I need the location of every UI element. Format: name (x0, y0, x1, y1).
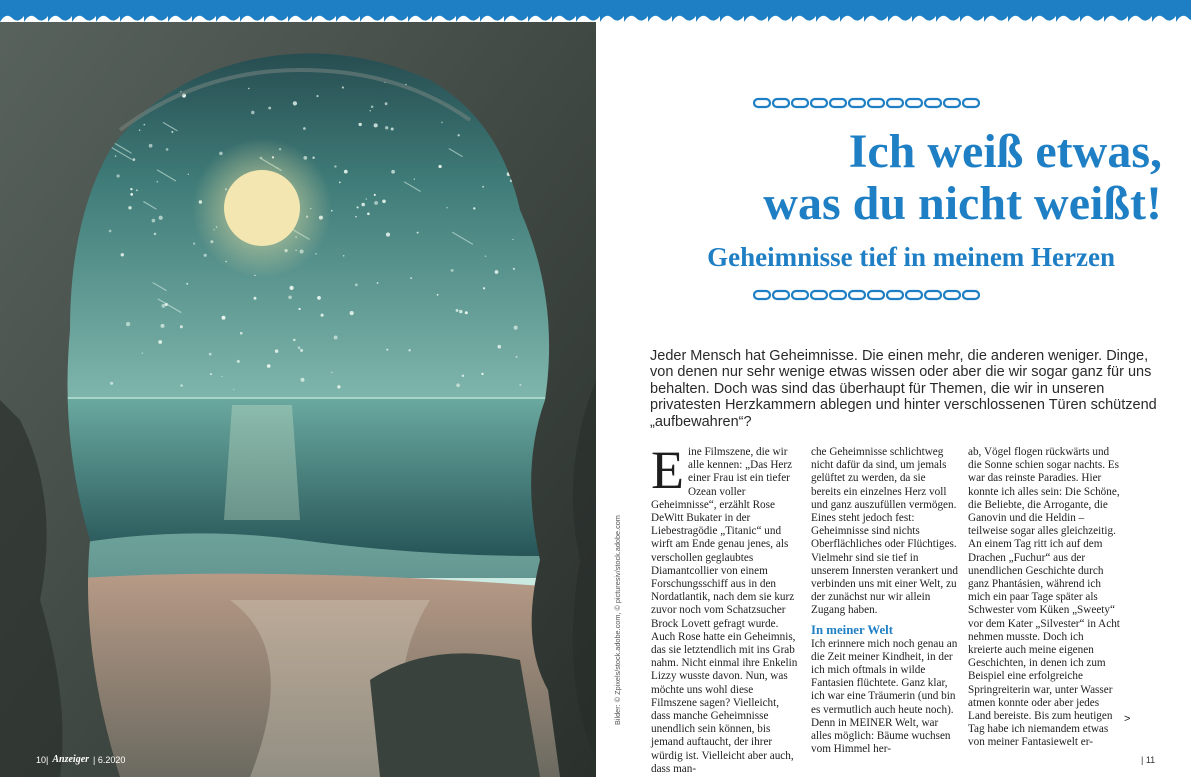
article-column-1 (651, 440, 799, 776)
issue-label: | 6.2020 (93, 754, 126, 765)
star (414, 179, 415, 180)
star (315, 253, 317, 255)
star (288, 295, 292, 299)
star (136, 189, 138, 191)
chain-link (906, 99, 922, 107)
star (293, 339, 296, 342)
star (115, 155, 117, 157)
star (339, 182, 341, 184)
star (456, 383, 460, 387)
chain-link (830, 99, 846, 107)
star (275, 349, 279, 353)
star (385, 126, 388, 129)
chain-link (754, 99, 770, 107)
moon-reflection (224, 405, 300, 520)
star (495, 270, 499, 274)
top-wave-border (0, 0, 1191, 30)
star (359, 123, 362, 126)
star (382, 200, 386, 204)
star (458, 134, 460, 136)
star (233, 389, 234, 390)
star (204, 254, 207, 257)
folio-left (36, 754, 125, 765)
star (193, 243, 195, 245)
column-3-text: ab, Vögel flogen rückwärts und die Sonne schien sogar nachts. Es war das reinste Paradies. Hier konnte ich alles sein: Die Schöne, die Beliebte, die Arrogante, die Ganovin und die Heldin – teilweise sogar alles gleichzeitig. An einem Tag ritt ich auf dem Drachen „Fuchur“ aus der unendlichen Geschichte durch ganz Phantásien, während ich mich ein paar Tage später als Schwester vom Küken „Sweety“ vor dem Kater „Silvester“ in Acht nehmen musste. Doch ich kreierte auch meine eigenen Geschichten, in denen ich zum Beispiel eine erfolgreiche Springreiterin war, unter Wasser atmen konnte oder aber jedes Land bereiste. Bis zum heutigen Tag habe ich niemandem etwas von meiner Fantasiewelt er- (968, 446, 1120, 749)
star (254, 297, 257, 300)
star (154, 233, 157, 236)
star (180, 384, 183, 387)
star (344, 170, 348, 174)
star (374, 194, 376, 196)
star (316, 95, 318, 97)
star (188, 174, 189, 175)
star (268, 107, 271, 110)
chain-link (887, 291, 903, 299)
star (293, 101, 297, 105)
headline (620, 126, 1162, 230)
star (513, 268, 515, 270)
subtitle: Geheimnisse tief in meinem Herzen (707, 242, 1115, 272)
star (355, 216, 356, 217)
star (482, 186, 484, 188)
star (369, 110, 370, 111)
star (367, 212, 370, 215)
star (171, 131, 173, 133)
chain-link (792, 99, 808, 107)
star (149, 144, 153, 148)
star (374, 123, 378, 127)
star (391, 170, 395, 174)
star (456, 309, 459, 312)
star (462, 374, 465, 377)
star (267, 364, 271, 368)
star (410, 277, 412, 279)
star (481, 373, 483, 375)
chain-link (830, 291, 846, 299)
star (371, 106, 374, 109)
star (350, 311, 354, 315)
column-1-text: ine Filmszene, die wir alle kennen: „Das Herz einer Frau ist ein tiefer Ozean voller Geheimnisse“, erzählt Rose DeWitt Bukater in der Liebestragödie „Titanic“ und wirft am Ende genau jenes, als verschollen geglaubtes Diamantcollier von einem Forschungsschiff aus in den Nordatlantik, nach dem sie kurz zuvor noch vom Schatzsucher Brock Lovett gefragt wurde. Auch Rose hatte ein Geheimnis, das sie letztendlich mit ins Grab nahm. Nicht einmal ihre Enkelin Lizzy wusste davon. Nun, was möchte uns wohl diese Filmszene sagen? Vielleicht, dass manche Geheimnisse unendlich sein können, bis jemand auftaucht, der ihrer würdig ist. Vielleicht aber auch, dass man- (651, 446, 798, 775)
star (331, 372, 332, 373)
star (300, 349, 303, 352)
image-credit-text: Bilder: © Zpixels/stock.adobe.com, © picturesiv/stock.adobe.com (613, 515, 622, 725)
chain-link (849, 291, 865, 299)
chain-link (925, 291, 941, 299)
star (109, 230, 112, 233)
star (377, 282, 379, 284)
chain-link (906, 291, 922, 299)
star (139, 129, 141, 131)
star (485, 255, 486, 256)
star (289, 286, 293, 290)
star (334, 336, 338, 340)
article-column-2 (811, 446, 958, 756)
star (483, 287, 485, 289)
chain-link (773, 291, 789, 299)
chain-link (944, 99, 960, 107)
star (222, 316, 226, 320)
star (441, 122, 443, 124)
article-column-3 (968, 446, 1120, 750)
star (512, 239, 513, 240)
star (237, 360, 240, 363)
star (186, 283, 188, 285)
moon (224, 170, 300, 246)
foreground-rock (370, 653, 540, 777)
star (143, 124, 145, 126)
continue-arrow: > (1124, 713, 1131, 725)
star (298, 346, 301, 349)
headline-line-2: was du nicht weißt! (763, 177, 1162, 230)
star (366, 198, 367, 199)
drop-cap: E (651, 440, 684, 500)
star (240, 332, 243, 335)
star (251, 111, 254, 114)
star (374, 201, 378, 205)
star (128, 206, 131, 209)
star (408, 349, 410, 351)
star (121, 253, 124, 256)
star (386, 349, 388, 351)
magazine-logo: Anzeiger (52, 754, 90, 765)
star (343, 255, 345, 257)
star (334, 165, 336, 167)
page-number-left: 10| (36, 754, 49, 765)
chain-link (792, 291, 808, 299)
star (446, 207, 447, 208)
star (317, 296, 321, 300)
star (459, 310, 462, 313)
star (300, 378, 304, 382)
page-number-right: | 11 (1141, 755, 1156, 765)
star (110, 382, 113, 385)
star (166, 148, 169, 151)
star (357, 206, 359, 208)
chain-link (849, 99, 865, 107)
star (248, 88, 249, 89)
star (473, 207, 475, 209)
chain-link (868, 99, 884, 107)
star (160, 324, 164, 328)
star (355, 284, 358, 287)
chain-link (925, 99, 941, 107)
star (221, 376, 222, 377)
star (437, 294, 439, 296)
chain-link (773, 99, 789, 107)
chain-link (944, 291, 960, 299)
star (157, 181, 159, 183)
chain-link (811, 99, 827, 107)
star (321, 314, 324, 317)
star (386, 233, 390, 237)
star (159, 216, 163, 220)
star (337, 385, 340, 388)
star (210, 373, 212, 375)
column-2-text-b: Ich erinnere mich noch genau an die Zeit meiner Kindheit, in der ich mich oftmals in wilde Fantasien flüchtete. Ganz klar, ich war eine Träumerin (und bin es vermutlich auch heute noch). Denn in MEINER Welt, war alles möglich: Bäume wuchsen vom Himmel her- (811, 637, 958, 756)
chain-link (811, 291, 827, 299)
section-heading: In meiner Welt (811, 622, 893, 637)
chain-link (868, 291, 884, 299)
chain-link (963, 291, 979, 299)
star (126, 322, 130, 326)
star (498, 345, 502, 349)
column-2-text-a: che Geheimnisse schlichtweg nicht dafür da sind, um jemals gelüftet zu werden, da sie bereits ein einzelnes Herz voll und ganz auszufüllen vermögen. Eines steht jedoch fest: Geheimnisse sind nichts Oberflächliches oder Flüchtiges. Vielmehr sind sie tief in unserem Innersten verankert und verbinden uns mit einer Welt, zu der zunächst nur wir allein Zugang haben. (811, 446, 958, 617)
star (303, 127, 306, 130)
star (465, 311, 468, 314)
star (438, 165, 441, 168)
star (117, 174, 120, 177)
star (519, 384, 521, 386)
star (451, 269, 454, 272)
star (385, 102, 388, 105)
star (514, 326, 518, 330)
star (209, 353, 212, 356)
intro-paragraph: Jeder Mensch hat Geheimnisse. Die einen mehr, die anderen weniger. Dinge, von denen nur sehr wenige etwas wissen oder aber die wir sogar ganz für uns behalten. Doch was sind das überhaupt für Themen, die wir in unseren privatesten Herzkammern ablegen und hinter verschlossenen Türen schützend „aufbewahren“? (650, 348, 1157, 430)
star (417, 232, 419, 234)
star (361, 203, 365, 207)
star (312, 156, 314, 158)
star (516, 356, 518, 358)
chain-ornament-top (750, 96, 984, 110)
star (130, 193, 133, 196)
chain-link (963, 99, 979, 107)
headline-line-1: Ich weiß etwas, (848, 125, 1162, 178)
star (391, 128, 394, 131)
chain-link (887, 99, 903, 107)
star (130, 188, 132, 190)
chain-link (754, 291, 770, 299)
star (142, 352, 143, 353)
star (152, 219, 156, 223)
star (342, 86, 344, 88)
image-credit (613, 500, 627, 725)
star (158, 340, 162, 344)
star (298, 308, 300, 310)
star (180, 325, 183, 328)
chain-ornament-bottom (750, 288, 984, 302)
star (132, 158, 135, 161)
